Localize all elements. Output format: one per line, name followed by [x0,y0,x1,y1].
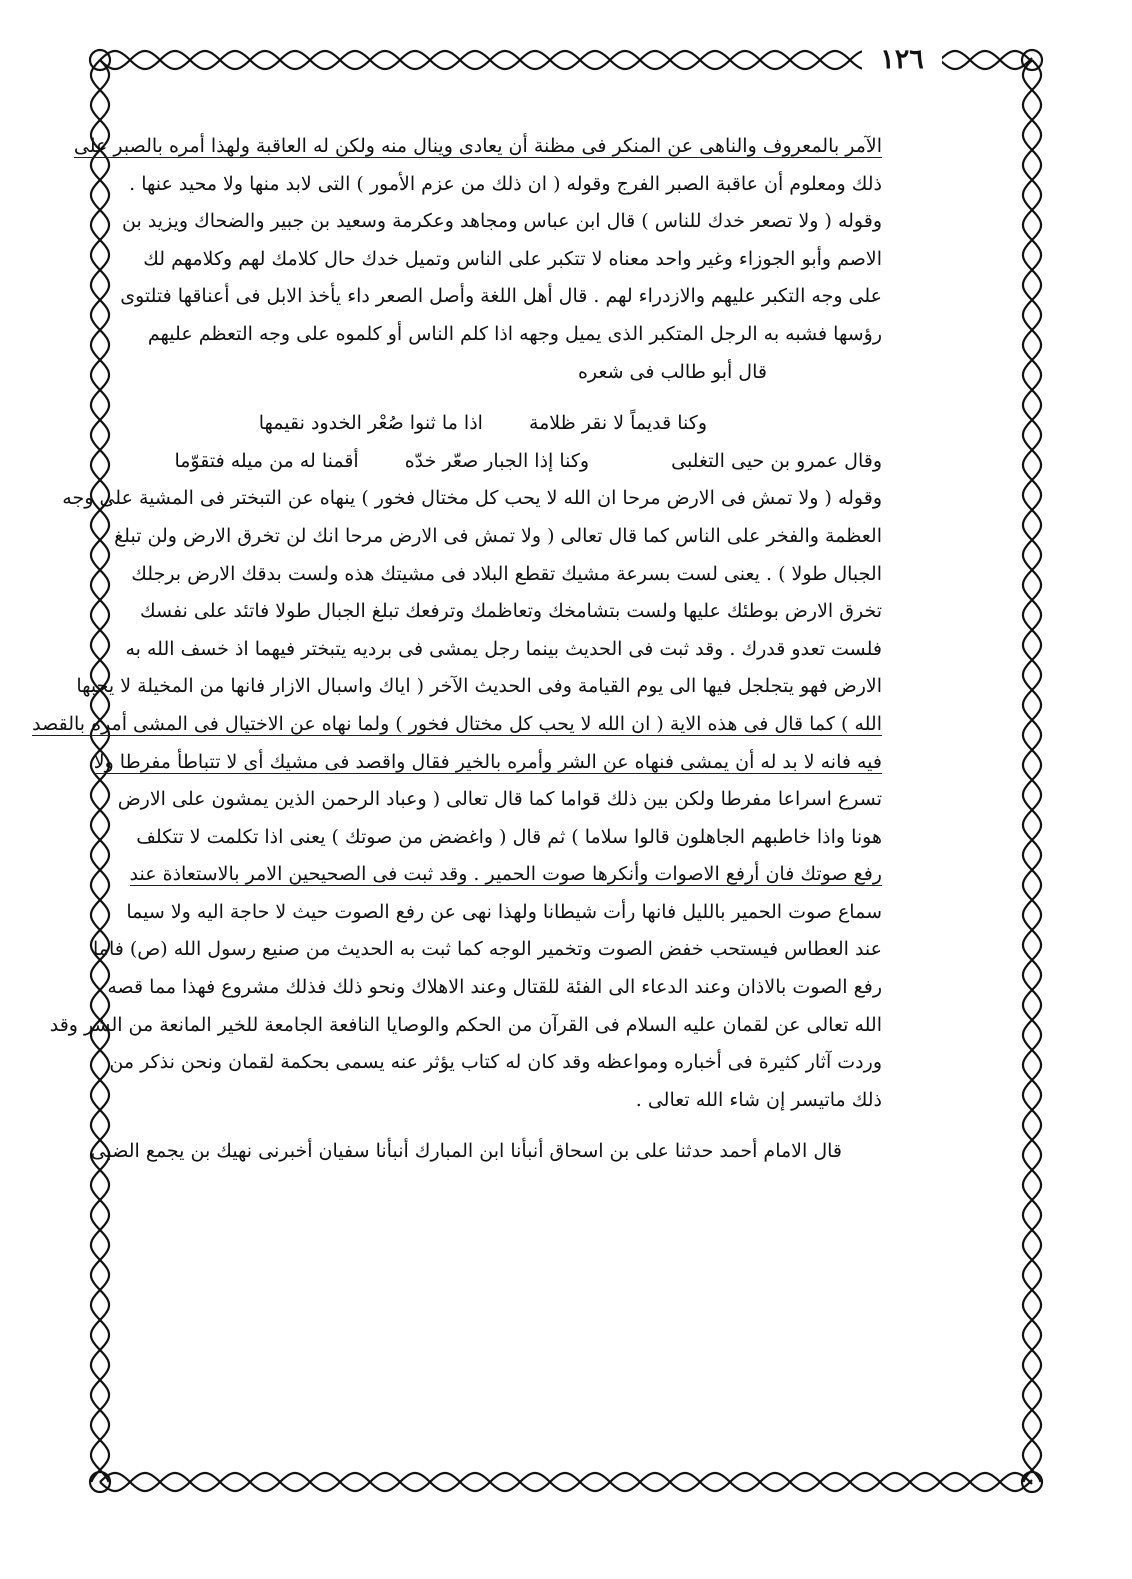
text-line: رؤسها فشبه به الرجل المتكبر الذى يميل وجهه اذا كلم الناس أو كلموه على وجه التعظم عليهم [147,322,882,345]
verse-line [150,443,882,481]
verse-hemistich: وكنا إذا الجبار صعّر خدّه [404,449,590,472]
text-line: رفع الصوت بالاذان وعند الدعاء الى الفئة للقتال وعند الاهلاك ونحو ذلك فذلك مشروع فهذا مما قصه [107,976,882,999]
page-number: ١٢٦ [862,40,942,80]
text-line: على وجه التكبر عليهم والازدراء لهم . قال أهل اللغة وأصل الصعر داء يأخذ الابل فى أعناقها فتلتوى [120,285,882,308]
text-line: تخرق الارض بوطئك عليها ولست بتشامخك وتعاظمك وترفعك تبلغ الجبال طولا فاتئد على نفسك [139,600,882,623]
verse-hemistich: وكنا قديماً لا نقر ظلامة [528,412,707,435]
text-line: عند العطاس فيستحب خفض الصوت وتخمير الوجه كما ثبت به الحديث من صنيع رسول الله (ص) فاما [93,938,882,961]
text-line: الله ) كما قال فى هذه الاية ( ان الله لا يحب كل مختال فخور ) ولما نهاه عن الاختيال فى المشى أمره بالقصد [32,712,882,735]
text-line: ذلك ماتيسر إن شاء الله تعالى . [635,1088,882,1111]
text-line: وردت آثار كثيرة فى أخباره ومواعظه وقد كان له كتاب يؤثر عنه يسمى بحكمة لقمان ونحن نذكر من [109,1051,882,1074]
text-line: وقوله ( ولا تمش فى الارض مرحا ان الله لا يحب كل مختال فخور ) ينهاه عن التبختر فى المشية على وجه [62,487,882,510]
text-line: الآمر بالمعروف والناهى عن المنكر فى مظنة أن يعادى وينال منه ولكن له العاقبة ولهذا أمره بالصبر على [73,135,882,157]
text-line: تسرع اسراعا مفرطا ولكن بين ذلك قواما كما قال تعالى ( وعباد الرحمن الذين يمشون على الارض [117,788,882,811]
text-line: الله تعالى عن لقمان عليه السلام فى القرآن من الحكم والوصايا النافعة الجامعة للخير المانعة من الشر وقد [49,1013,882,1036]
body-text [32,128,882,1171]
text-line: العظمة والفخر على الناس كما قال تعالى ( ولا تمش فى الارض مرحا انك لن تخرق الارض ولن تبلغ [114,524,882,547]
text-line: ذلك ومعلوم أن عاقبة الصبر الفرج وقوله ( ان ذلك من عزم الأمور ) التى لابد منها ولا محيد عنها . [129,172,882,195]
text-line: هونا واذا خاطبهم الجاهلون قالوا سلاما ) ثم قال ( واغضض من صوتك ) يعنى اذا تكلمت لا تتكلف [136,825,882,848]
verse-hemistich: أقمنا له من ميله فتقوّما [174,449,359,472]
text-line: الاصم وأبو الجوزاء وغير واحد معناه لا تتكبر على الناس وتميل خدك حال كلامك لهم وكلامهم لك [143,247,882,270]
verse-attribution: وقال عمرو بن حيى التغلبى [671,449,882,472]
text-line: سماع صوت الحمير بالليل فانها رأت شيطانا ولهذا نهى عن رفع الصوت حيث لا حاجة اليه ولا سيما [126,900,882,923]
text-line: الجبال طولا ) . يعنى لست بسرعة مشيك تقطع البلاد فى مشيتك هذه ولست بدقك الارض برجلك [131,562,882,585]
text-line: فيه فانه لا بد له أن يمشى فنهاه عن الشر وأمره بالخير فقال واقصد فى مشيك أى لا تتباطأ مفرطا ولا [93,750,882,773]
verse-line [150,405,882,443]
text-line: فلست تعدو قدرك . وقد ثبت فى الحديث بينما رجل يمشى فى برديه يتبختر فيهما اذ خسف الله به [125,637,882,660]
verse-hemistich: اذا ما ثنوا صُعْر الخدود نقيمها [258,412,483,435]
text-line: قال أبو طالب فى شعره [577,360,767,383]
text-line: رفع صوتك فان أرفع الاصوات وأنكرها صوت الحمير . وقد ثبت فى الصحيحين الامر بالاستعاذة عند [129,863,882,886]
text-line: قال الامام أحمد حدثنا على بن اسحاق أنبأنا ابن المبارك أنبأنا سفيان أخبرنى نهيك بن يجمع الضبى [90,1140,842,1163]
text-line: الارض فهو يتجلجل فيها الى يوم القيامة وفى الحديث الآخر ( اياك واسبال الازار فانها من المخيلة لا يحبها [76,675,882,698]
text-line: وقوله ( ولا تصعر خدك للناس ) قال ابن عباس ومجاهد وعكرمة وسعيد بن جبير والضحاك ويزيد بن [122,210,882,233]
